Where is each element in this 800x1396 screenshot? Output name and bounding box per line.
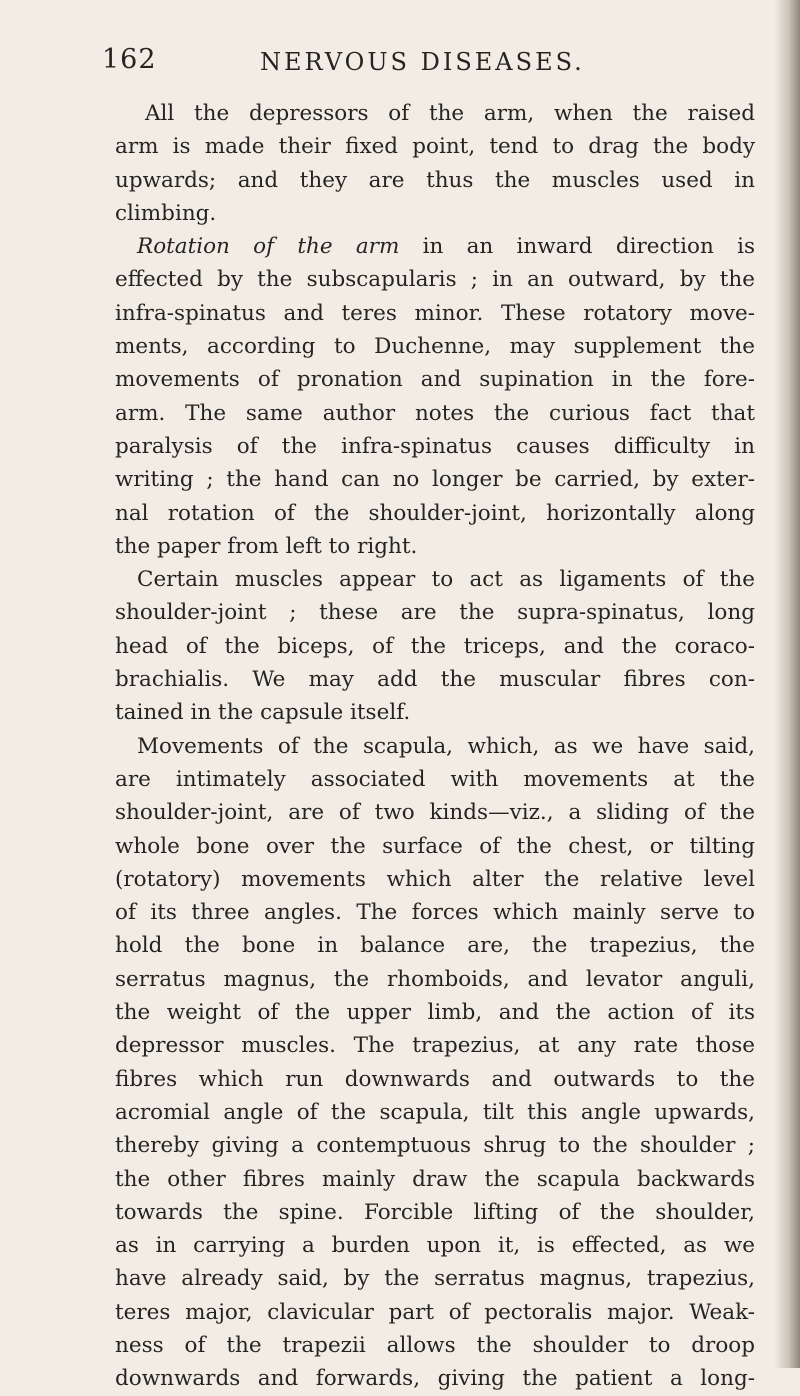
text-line: movements of pronation and supination in the fore- (115, 367, 755, 393)
page-number: 162 (102, 44, 157, 75)
text-line: are intimately associated with movements at the (115, 766, 755, 792)
running-head: NERVOUS DISEASES. (260, 48, 585, 76)
text-line: head of the biceps, of the triceps, and the coraco- (115, 633, 755, 659)
body-text (115, 97, 755, 1396)
text-line: shoulder-joint, are of two kinds—viz., a sliding of the (115, 800, 755, 826)
text-line: the paper from left to right. (115, 533, 418, 559)
text-line: effected by the subscapularis ; in an outward, by the (115, 267, 755, 293)
text-line: hold the bone in balance are, the trapezius, the (115, 933, 755, 959)
text-line: shoulder-joint ; these are the supra-spinatus, long (115, 600, 755, 626)
text-line: have already said, by the serratus magnus, trapezius, (115, 1266, 755, 1292)
text-line: ness of the trapezii allows the shoulder to droop (115, 1332, 755, 1358)
page-edge-shadow (774, 0, 800, 1368)
text-line: Certain muscles appear to act as ligaments of the (137, 567, 755, 593)
text-line: nal rotation of the shoulder-joint, horizontally along (115, 500, 755, 526)
text-line: thereby giving a contemptuous shrug to the shoulder ; (115, 1133, 755, 1159)
text-line: teres major, clavicular part of pectoralis major. Weak- (115, 1299, 755, 1325)
text-line: acromial angle of the scapula, tilt this angle upwards, (115, 1099, 755, 1125)
text-line: tained in the capsule itself. (115, 700, 411, 726)
text-line-rotation (115, 230, 755, 263)
text-line: arm is made their fixed point, tend to drag the body (115, 134, 755, 160)
italic-phrase: Rotation of the arm (137, 234, 400, 260)
text-line: towards the spine. Forcible lifting of the shoulder, (115, 1199, 755, 1225)
text-line: whole bone over the surface of the chest, or tilting (115, 833, 755, 859)
text-line: depressor muscles. The trapezius, at any rate those (115, 1033, 755, 1059)
text-line: fibres which run downwards and outwards to the (115, 1066, 755, 1092)
text-line: Movements of the scapula, which, as we have said, (137, 733, 755, 759)
text-line: writing ; the hand can no longer be carried, by exter- (115, 467, 755, 493)
text-line: (rotatory) movements which alter the relative level (115, 866, 755, 892)
text-line: of its three angles. The forces which mainly serve to (115, 900, 755, 926)
text-line: arm. The same author notes the curious fact that (115, 400, 755, 426)
text-line: infra-spinatus and teres minor. These rotatory move- (115, 300, 755, 326)
text-line: brachialis. We may add the muscular fibres con- (115, 667, 755, 693)
text-line: as in carrying a burden upon it, is effected, as we (115, 1233, 755, 1259)
text-line: All the depressors of the arm, when the raised (145, 101, 755, 126)
text-line: upwards; and they are thus the muscles used in (115, 167, 755, 193)
text-line: the weight of the upper limb, and the action of its (115, 1000, 755, 1026)
text-line: paralysis of the infra-spinatus causes difficulty in (115, 433, 755, 459)
text-line: ments, according to Duchenne, may supplement the (115, 334, 755, 360)
text-line-rest: in an inward direction is (422, 234, 755, 260)
text-line: climbing. (115, 200, 217, 226)
text-line: the other fibres mainly draw the scapula backwards (115, 1166, 755, 1192)
text-line: downwards and forwards, giving the patient a long- (115, 1366, 755, 1392)
text-line: serratus magnus, the rhomboids, and levator anguli, (115, 966, 755, 992)
